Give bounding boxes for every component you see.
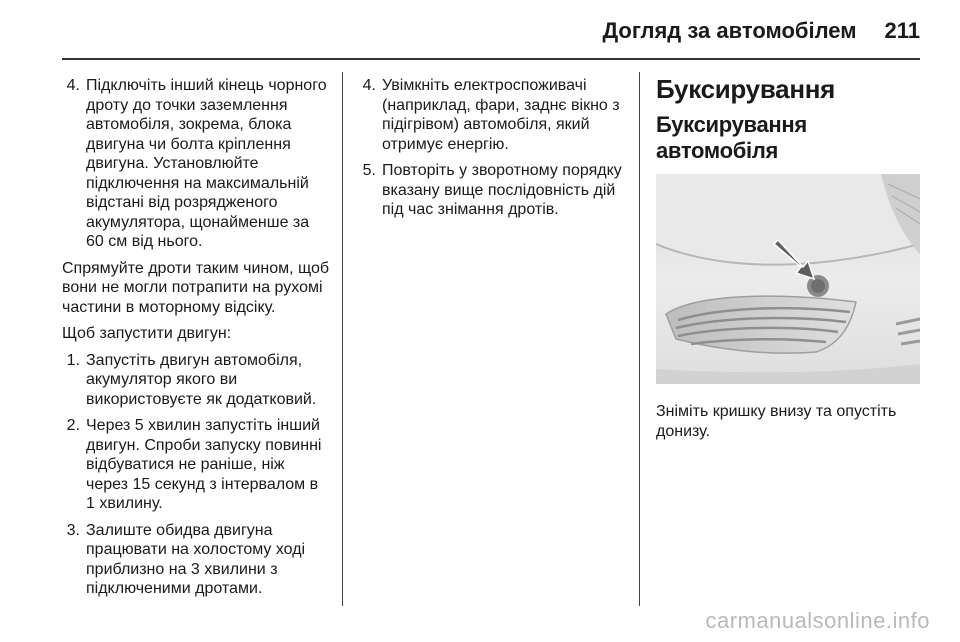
watermark: carmanualsonline.info [705, 608, 930, 633]
step-number: 5. [362, 162, 376, 179]
header-title: Догляд за автомобілем [602, 18, 857, 43]
section-title: Буксирування [656, 74, 835, 104]
column-divider-2 [639, 72, 640, 606]
bumper-tow-cover-illustration-icon [656, 174, 920, 384]
step-text: Увімкніть електроспоживачі (наприклад, фари, заднє вікно з підігрівом) автомобіля, який отримує енергію. [382, 77, 620, 153]
step-text: Запустіть двигун автомобіля, акумулятор якого ви використовуєте як додатковий. [86, 351, 317, 408]
step-number: 4. [66, 77, 80, 94]
column-3 [656, 76, 922, 441]
list-item-step-3 [62, 521, 330, 599]
column-2 [358, 76, 626, 220]
list-item-step-4 [62, 76, 330, 252]
step-number: 4. [362, 77, 376, 94]
step-text: Через 5 хвилин запустіть інший двигун. Спроби запуску повинні відбуватися не раніше, ніж через 15 секунд з інтервалом в 1 хвилину. [86, 417, 322, 512]
step-text: Підключіть інший кінець чорного дроту до точки заземлення автомобіля, зокрема, блока двигуна чи болта кріплення двигуна. Установлюйте підключення на максимальній відстані від розрядженого акумулятора, щонайменше за 60 см від нього. [86, 77, 327, 250]
figure-caption: Зніміть кришку внизу та опустіть донизу. [656, 403, 897, 440]
list-item-step-5 [358, 161, 626, 220]
list-item-step-2 [62, 416, 330, 514]
column-1 [62, 76, 330, 599]
step-number: 3. [66, 521, 80, 539]
paragraph-start-intro: Щоб запустити двигун: [62, 325, 232, 342]
page-header [602, 14, 920, 48]
list-item-step-4b [358, 76, 626, 154]
list-item-step-1 [62, 351, 330, 410]
column-divider-1 [342, 72, 343, 606]
step-number: 2. [66, 417, 80, 434]
step-number: 1. [66, 351, 80, 369]
paragraph-wires: Спрямуйте дроти таким чином, щоб вони не могли потрапити на рухомі частини в моторному відсіку. [62, 259, 330, 316]
page-number: 211 [884, 18, 920, 43]
subsection-title: Буксирування автомобіля [656, 112, 807, 163]
header-rule [62, 58, 920, 60]
step-text: Залиште обидва двигуна працювати на холостому ході приблизно на 3 хвилини з підключеними дротами. [86, 521, 306, 597]
step-text: Повторіть у зворотному порядку вказану вище послідовність дій під час знімання дротів. [382, 162, 622, 218]
